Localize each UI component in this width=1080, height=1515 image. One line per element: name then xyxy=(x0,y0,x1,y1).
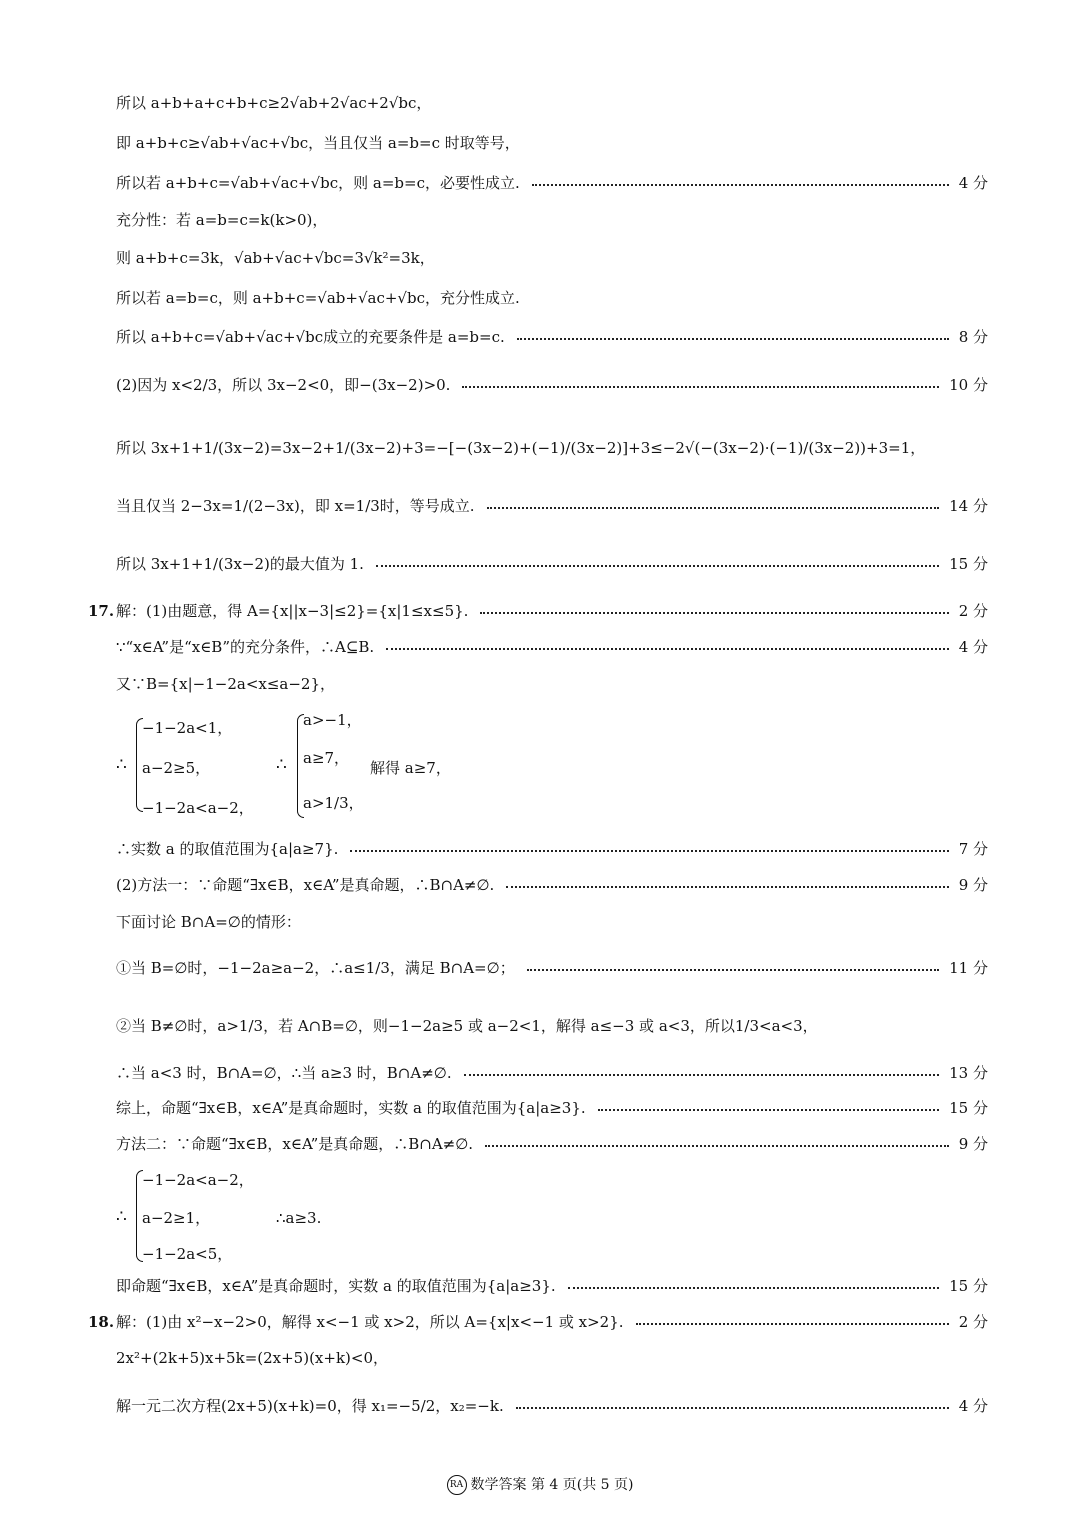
line-11: 所以 3x+1+1/(3x−2)的最大值为 1. 15 分 xyxy=(116,555,988,573)
therefore-symbol: ∴ xyxy=(276,755,287,775)
line-17: 下面讨论 B∩A=∅的情形： xyxy=(116,913,301,931)
system-row: −1−2a<a−2， xyxy=(142,1171,254,1189)
line-22: 方法二：∵命题“∃x∈B，x∈A”是真命题，∴B∩A≠∅. 9 分 xyxy=(116,1135,988,1153)
score: 15 分 xyxy=(949,1277,988,1295)
score: 9 分 xyxy=(958,876,988,894)
score: 11 分 xyxy=(949,959,988,977)
line-5: 则 a+b+c=3k，√ab+√ac+√bc=3√k²=3k， xyxy=(116,249,435,267)
system-result: ∴a≥3. xyxy=(276,1209,322,1227)
footer-text: 数学答案 第 4 页(共 5 页) xyxy=(470,1477,634,1493)
line-7: 所以 a+b+c=√ab+√ac+√bc成立的充要条件是 a=b=c. 8 分 xyxy=(116,328,988,346)
line-4: 充分性：若 a=b=c=k(k>0)， xyxy=(116,211,328,229)
line-15: ∴实数 a 的取值范围为{a|a≥7}. 7 分 xyxy=(116,840,988,858)
therefore-symbol: ∴ xyxy=(116,755,127,775)
line-26: 解一元二次方程(2x+5)(x+k)=0，得 x₁=−5/2，x₂=−k. 4 分 xyxy=(116,1397,988,1415)
system-row: a>1/3， xyxy=(303,794,364,812)
line-9: 所以 3x+1+1/(3x−2)=3x−2+1/(3x−2)+3=−[−(3x−2)+(−1)/(3x−2)]+3≤−2√(−(3x−2)·(−1)/(3x−2))+3=1， xyxy=(116,439,926,457)
score: 7 分 xyxy=(958,840,988,858)
line-2: 即 a+b+c≥√ab+√ac+√bc，当且仅当 a=b=c 时取等号， xyxy=(116,134,520,152)
line-12: 解：(1)由题意，得 A={x||x−3|≤2}={x|1≤x≤5}. 2 分 xyxy=(116,602,988,620)
score: 2 分 xyxy=(958,1313,988,1331)
line-14: 又∵B={x|−1−2a<x≤a−2}， xyxy=(116,675,336,693)
line-6: 所以若 a=b=c，则 a+b+c=√ab+√ac+√bc，充分性成立. xyxy=(116,289,520,307)
line-23: 即命题“∃x∈B，x∈A”是真命题时，实数 a 的取值范围为{a|a≥3}. 15 分 xyxy=(116,1277,988,1295)
system-row: −1−2a<5， xyxy=(142,1245,233,1263)
page-footer xyxy=(0,1474,1080,1495)
score: 8 分 xyxy=(958,328,988,346)
score: 4 分 xyxy=(958,174,988,192)
score: 2 分 xyxy=(958,602,988,620)
score: 15 分 xyxy=(949,555,988,573)
score: 4 分 xyxy=(958,638,988,656)
system-result: 解得 a≥7， xyxy=(370,759,451,777)
line-13: ∵“x∈A”是“x∈B”的充分条件，∴A⊆B. 4 分 xyxy=(116,638,988,656)
score: 4 分 xyxy=(958,1397,988,1415)
system-row: −1−2a<a−2， xyxy=(142,799,254,817)
ra-logo-icon: RA xyxy=(447,1475,467,1495)
inequality-system-1a xyxy=(142,716,282,816)
system-row: a−2≥1， xyxy=(142,1209,211,1227)
inequality-system-2 xyxy=(142,1168,282,1268)
system-row: −1−2a<1， xyxy=(142,719,233,737)
line-24: 解：(1)由 x²−x−2>0，解得 x<−1 或 x>2，所以 A={x|x<−1 或 x>2}. 2 分 xyxy=(116,1313,988,1331)
score: 9 分 xyxy=(958,1135,988,1153)
score: 14 分 xyxy=(949,497,988,515)
line-19: ②当 B≠∅时，a>1/3，若 A∩B=∅，则−1−2a≥5 或 a−2<1，解得 a≤−3 或 a<3，所以1/3<a<3， xyxy=(116,1017,818,1035)
therefore-symbol: ∴ xyxy=(116,1207,127,1227)
system-row: a−2≥5， xyxy=(142,759,211,777)
score: 13 分 xyxy=(949,1064,988,1082)
score: 10 分 xyxy=(949,376,988,394)
line-8: (2)因为 x<2/3，所以 3x−2<0，即−(3x−2)>0. 10 分 xyxy=(116,376,988,394)
line-25: 2x²+(2k+5)x+5k=(2x+5)(x+k)<0， xyxy=(116,1349,389,1367)
line-3: 所以若 a+b+c=√ab+√ac+√bc，则 a=b=c，必要性成立. 4 分 xyxy=(116,174,988,192)
line-18: ①当 B=∅时，−1−2a≥a−2，∴a≤1/3，满足 B∩A=∅； 11 分 xyxy=(116,959,988,977)
line-1: 所以 a+b+a+c+b+c≥2√ab+2√ac+2√bc， xyxy=(116,94,432,112)
line-20: ∴当 a<3 时，B∩A=∅，∴当 a≥3 时，B∩A≠∅. 13 分 xyxy=(116,1064,988,1082)
problem-number-17: 17. xyxy=(88,602,115,620)
score: 15 分 xyxy=(949,1099,988,1117)
line-21: 综上，命题“∃x∈B，x∈A”是真命题时，实数 a 的取值范围为{a|a≥3}. 15 分 xyxy=(116,1099,988,1117)
line-10: 当且仅当 2−3x=1/(2−3x)，即 x=1/3时，等号成立. 14 分 xyxy=(116,497,988,515)
system-row: a>−1， xyxy=(303,711,362,729)
line-16: (2)方法一：∵命题“∃x∈B，x∈A”是真命题，∴B∩A≠∅. 9 分 xyxy=(116,876,988,894)
problem-number-18: 18. xyxy=(88,1313,115,1331)
system-row: a≥7， xyxy=(303,749,350,767)
